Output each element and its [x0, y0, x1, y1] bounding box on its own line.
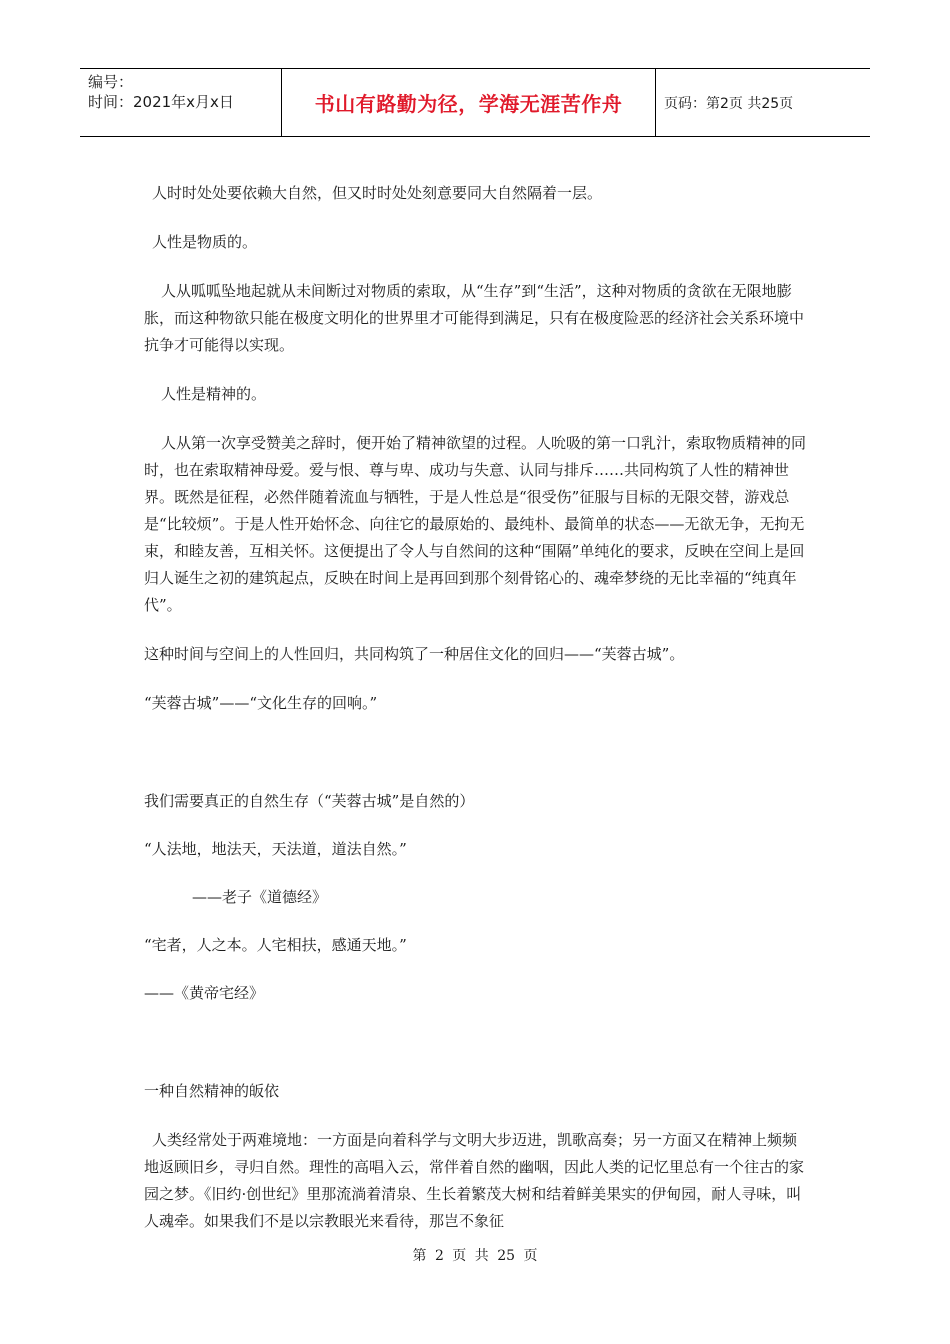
- header-motto-cell: [282, 69, 656, 136]
- header-motto: 书山有路勤为径，学海无涯苦作舟: [314, 92, 623, 116]
- header-page-info: 页码：第2页 共25页: [664, 95, 794, 112]
- quote-laozi-source: ——老子《道德经》: [192, 888, 328, 906]
- paragraph-dilemma: 人类经常处于两难境地：一方面是向着科学与文明大步迈进，凯歌高奏；另一方面又在精神上频频地返顾旧乡，寻归自然。理性的高唱入云，常伴着自然的幽咽，因此人类的记忆里总有一个往古的家园之梦。《旧约·创世纪》里那流淌着清泉、生长着繁茂大树和结着鲜美果实的伊甸园，耐人寻味，叫人魂牵。如果我们不是以宗教眼光来看待，那岂不象征: [144, 1131, 805, 1230]
- header-page-cell: [656, 69, 870, 136]
- section-heading-nature-spirit: 一种自然精神的皈依: [144, 1082, 280, 1100]
- paragraph-return: 这种时间与空间上的人性回归，共同构筑了一种居住文化的回归——“芙蓉古城”。: [144, 645, 685, 663]
- quote-huangdi-source: ——《黄帝宅经》: [144, 984, 265, 1002]
- quote-laozi: “人法地，地法天，天法道，道法自然。”: [144, 840, 407, 858]
- heading-spiritual: 人性是精神的。: [161, 385, 267, 403]
- document-header: [80, 68, 870, 137]
- header-meta-cell: [80, 69, 282, 136]
- paragraph-spiritual: 人从第一次享受赞美之辞时，便开始了精神欲望的过程。人吮吸的第一口乳汁，索取物质精神的同时，也在索取精神母爱。爱与恨、尊与卑、成功与失意、认同与排斥……共同构筑了人性的精神世界。既然是征程，必然伴随着流血与牺牲，于是人性总是“很受伤”征服与目标的无限交替，游戏总是“比较烦”。于是人性开始怀念、向往它的最原始的、最纯朴、最简单的状态——无欲无争，无拘无束，和睦友善，互相关怀。这便提出了令人与自然间的这种“围隔”单纯化的要求，反映在空间上是回归人诞生之初的建筑起点，反映在时间上是再回到那个刻骨铭心的、魂牵梦绕的无比幸福的“纯真年代”。: [144, 434, 807, 614]
- document-time-label: 时间：2021年x月x日: [88, 93, 234, 111]
- page-footer: 第 2 页 共 25 页: [412, 1248, 538, 1264]
- document-body: [144, 180, 810, 1235]
- paragraph-furong-echo: “芙蓉古城”——“文化生存的回响。”: [144, 694, 378, 712]
- paragraph-material: 人从呱呱坠地起就从未间断过对物质的索取，从“生存”到“生活”，这种对物质的贪欲在无限地膨胀，而这种物欲只能在极度文明化的世界里才可能得到满足，只有在极度险恶的经济社会关系环境中抗争才可能得以实现。: [144, 282, 805, 354]
- paragraph-intro: 人时时处处要依赖大自然，但又时时处处刻意要同大自然隔着一层。: [152, 184, 603, 202]
- heading-material: 人性是物质的。: [152, 233, 258, 251]
- quote-huangdi: “宅者，人之本。人宅相扶，感通天地。”: [144, 936, 407, 954]
- paragraph-natural-living: 我们需要真正的自然生存（“芙蓉古城”是自然的）: [144, 792, 475, 810]
- document-number-label: 编号：: [88, 73, 134, 91]
